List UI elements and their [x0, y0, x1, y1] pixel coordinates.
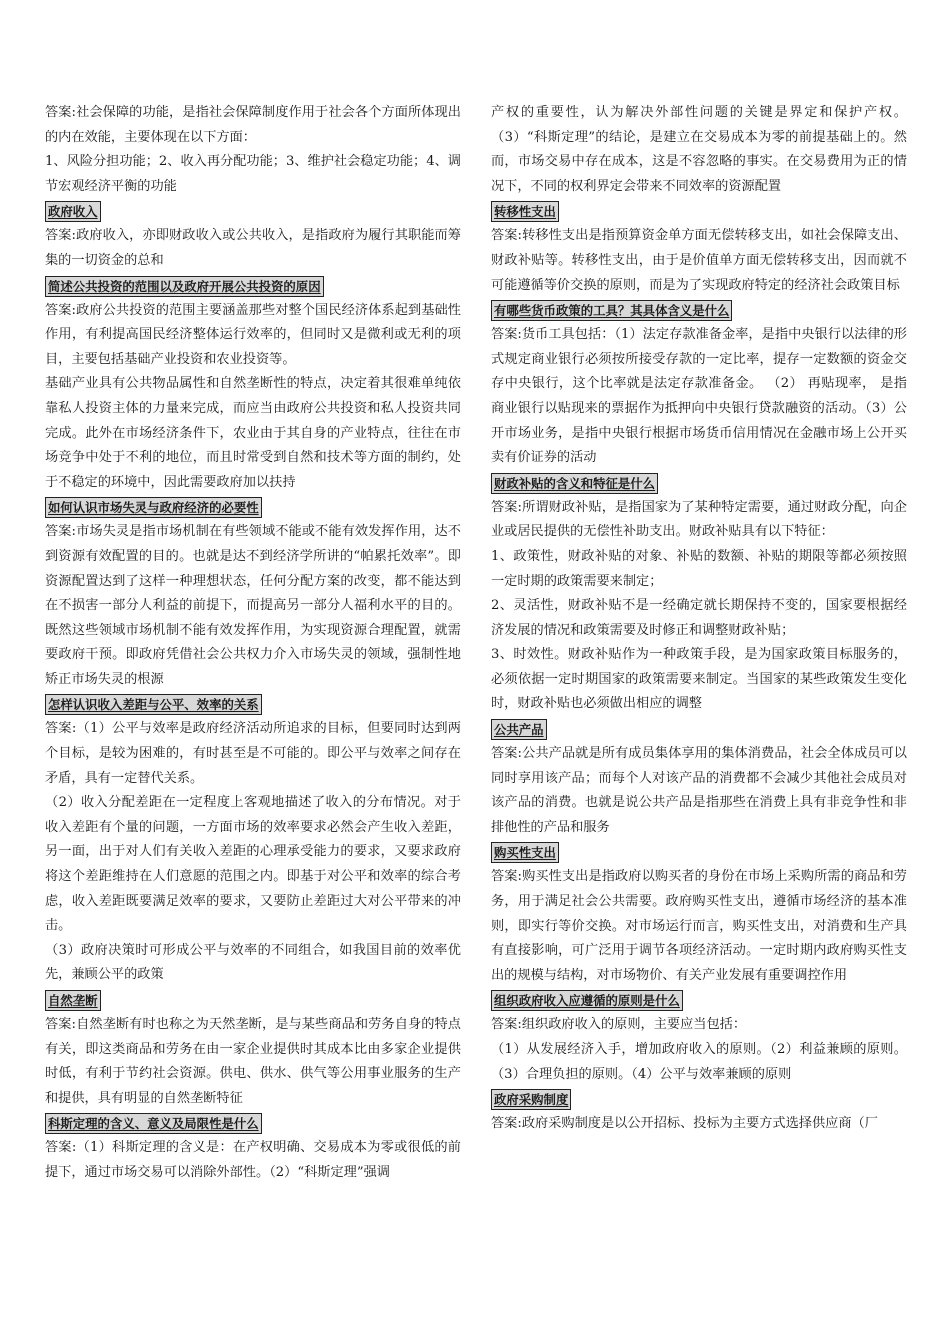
body-paragraph: 答案:公共产品就是所有成员集体享用的集体消费品，社会全体成员可以同时享用该产品；而每个人对该产品的消费都不会减少其他社会成员对该产品的消费。也就是说公共产品是指那些在消费上具有非竞争性和非排他性的产品和服务: [491, 746, 907, 835]
section-heading: 政府收入: [45, 201, 101, 222]
body-paragraph: 1、风险分担功能；2、收入再分配功能；3、维护社会稳定功能；4、调节宏观经济平衡的功能: [45, 154, 461, 194]
section-heading-row: [45, 495, 461, 520]
body-paragraph: 基础产业具有公共物品属性和自然垄断性的特点，决定着其很难单纯依靠私人投资主体的力量来完成，而应当由政府公共投资和私人投资共同完成。此外在市场经济条件下，农业由于其自身的产业特点，往往在市场竞争中处于不利的地位，而且时常受到自然和技术等方面的制约，处于不稳定的环境中，因此需要政府加以扶持: [45, 376, 461, 490]
section-heading: 自然垄断: [45, 990, 101, 1011]
right-column: [491, 101, 907, 1137]
body-paragraph: 答案:组织政府收入的原则，主要应当包括：: [491, 1017, 747, 1033]
section-heading-row: [491, 1087, 907, 1112]
body-paragraph: （3）政府决策时可形成公平与效率的不同组合，如我国目前的效率优先，兼顾公平的政策: [45, 942, 461, 983]
section-heading-row: [491, 471, 907, 496]
body-paragraph: 产权的重要性，认为解决外部性问题的关键是界定和保护产权。（3）“科斯定理”的结论，是建立在交易成本为零的前提基础上的。然而，市场交易中存在成本，这是不容忽略的事实。在交易费用为正的情况下，不同的权利界定会带来不同效率的资源配置: [491, 105, 907, 194]
body-paragraph: 答案:购买性支出是指政府以购买者的身份在市场上采购所需的商品和劳务，用于满足社会公共需要。政府购买性支出，遵循市场经济的基本准则，即实行等价交换。对市场运行而言，购买性支出，对消费和生产具有直接影响，可广泛用于调节各项经济活动。一定时期内政府购买性支出的规模与结构，对市场物价、有关产业发展有重要调控作用: [491, 869, 907, 983]
section-heading: 简述公共投资的范围以及政府开展公共投资的原因: [45, 276, 324, 297]
section-heading-row: [491, 988, 907, 1013]
section-heading: 购买性支出: [491, 842, 559, 863]
body-paragraph: 答案:货币工具包括：（1）法定存款准备金率，是指中央银行以法律的形式规定商业银行必须按所接受存款的一定比率，提存一定数额的资金交存中央银行，这个比率就是法定存款准备金。 （2） 再贴现率， 是指商业银行以贴现来的票据作为抵押向中央银行贷款融资的活动。（3）公开市场业务，是指中央银行根据市场货币信用情况在金融市场上公开买卖有价证券的活动: [491, 327, 907, 466]
body-paragraph: （1）从发展经济入手，增加政府收入的原则。（2）利益兼顾的原则。（3）合理负担的原则。（4）公平与效率兼顾的原则: [491, 1042, 907, 1082]
section-heading: 有哪些货币政策的工具？其具体含义是什么: [491, 300, 732, 321]
section-heading-row: [491, 298, 907, 323]
body-paragraph: 1、政策性，财政补贴的对象、补贴的数额、补贴的期限等都必须按照一定时期的政策需要来制定；: [491, 548, 907, 589]
body-paragraph: 答案:社会保障的功能，是指社会保障制度作用于社会各个方面所体现出的内在效能，主要体现在以下方面：: [45, 105, 461, 145]
body-paragraph: 答案:转移性支出是指预算资金单方面无偿转移支出，如社会保障支出、财政补贴等。转移性支出，由于是价值单方面无偿转移支出，因而就不可能遵循等价交换的原则，而是为了实现政府特定的经济社会政策目标: [491, 228, 907, 293]
body-paragraph: 答案:（1）公平与效率是政府经济活动所追求的目标，但要同时达到两个目标，是较为困难的，有时甚至是不可能的。即公平与效率之间存在矛盾，具有一定替代关系。: [45, 721, 461, 786]
section-heading-row: [45, 692, 461, 717]
section-heading-row: [491, 199, 907, 224]
section-heading-row: [45, 1111, 461, 1136]
section-heading: 转移性支出: [491, 201, 559, 222]
body-paragraph: 答案:（1）科斯定理的含义是：在产权明确、交易成本为零或很低的前提下，通过市场交易可以消除外部性。（2）“科斯定理”强调: [45, 1140, 461, 1180]
section-heading: 科斯定理的含义、意义及局限性是什么: [45, 1113, 262, 1134]
section-heading: 政府采购制度: [491, 1089, 571, 1110]
section-heading-row: [491, 840, 907, 865]
body-paragraph: 答案:政府收入，亦即财政收入或公共收入，是指政府为履行其职能而筹集的一切资金的总和: [45, 228, 461, 268]
section-heading: 公共产品: [491, 719, 547, 740]
section-heading-row: [45, 274, 461, 299]
section-heading: 怎样认识收入差距与公平、效率的关系: [45, 694, 262, 715]
section-heading-row: [45, 988, 461, 1013]
body-paragraph: （2）收入分配差距在一定程度上客观地描述了收入的分布情况。对于收入差距有个量的问题，一方面市场的效率要求必然会产生收入差距，另一面，出于对人们有关收入差距的心理承受能力的要求，又要求政府将这个差距维持在人们意愿的范围之内。即基于对公平和效率的综合考虑，收入差距既要满足效率的要求，又要防止差距过大对公平带来的冲击。: [45, 795, 461, 934]
body-paragraph: 答案:自然垄断有时也称之为天然垄断，是与某些商品和劳务自身的特点有关，即这类商品和劳务在由一家企业提供时其成本比由多家企业提供时低，有利于节约社会资源。供电、供水、供气等公用事业服务的生产和提供，具有明显的自然垄断特征: [45, 1017, 461, 1106]
section-heading: 如何认识市场失灵与政府经济的必要性: [45, 497, 262, 518]
section-heading: 组织政府收入应遵循的原则是什么: [491, 990, 683, 1011]
body-paragraph: 答案:所谓财政补贴，是指国家为了某种特定需要，通过财政分配，向企业或居民提供的无偿性补助支出。财政补贴具有以下特征：: [491, 499, 907, 540]
section-heading-row: [45, 199, 461, 224]
section-heading: 财政补贴的含义和特征是什么: [491, 473, 658, 494]
body-paragraph: 答案:政府公共投资的范围主要涵盖那些对整个国民经济体系起到基础性作用，有利提高国民经济整体运行效率的，但同时又是微利或无利的项目，主要包括基础产业投资和农业投资等。: [45, 302, 461, 367]
left-column: [45, 101, 461, 1186]
body-paragraph: 3、时效性。财政补贴作为一种政策手段，是为国家政策目标服务的，必须依据一定时期国家的政策需要来制定。当国家的某些政策发生变化时，财政补贴也必须做出相应的调整: [491, 647, 907, 712]
section-heading-row: [491, 717, 907, 742]
body-paragraph: 2、灵活性，财政补贴不是一经确定就长期保持不变的，国家要根据经济发展的情况和政策需要及时修正和调整财政补贴；: [491, 598, 907, 638]
body-paragraph: 答案:政府采购制度是以公开招标、投标为主要方式选择供应商（厂: [491, 1116, 878, 1132]
body-paragraph: 答案:市场失灵是指市场机制在有些领域不能或不能有效发挥作用，达不到资源有效配置的目的。也就是达不到经济学所讲的“帕累托效率”。即资源配置达到了这样一种理想状态，任何分配方案的改变，都不能达到在不损害一部分人利益的前提下，而提高另一部分人福利水平的目的。既然这些领域市场机制不能有效发挥作用，为实现资源合理配置，就需要政府干预。即政府凭借社会公共权力介入市场失灵的领域，强制性地矫正市场失灵的根源: [45, 524, 461, 687]
